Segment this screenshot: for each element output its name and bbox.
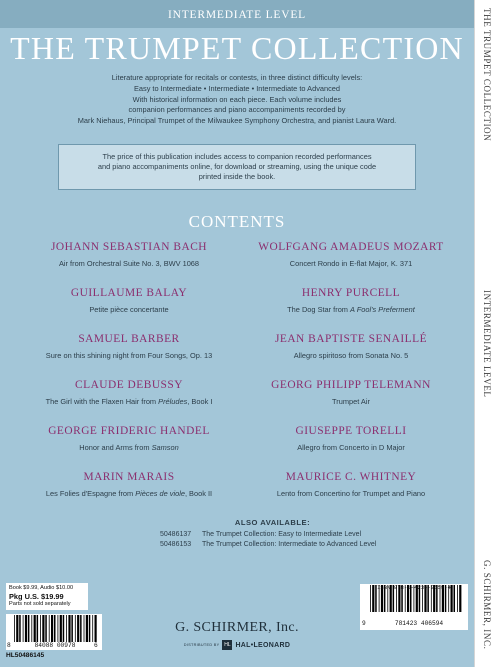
contents-entry [236, 286, 466, 332]
price-note: Parts not sold separately [9, 601, 71, 607]
contents-entry [14, 286, 244, 332]
item-title: The Trumpet Collection: Easy to Intermediate Level [202, 531, 362, 538]
distributor [0, 640, 474, 650]
composer-name: MAURICE C. WHITNEY [285, 471, 417, 483]
isbn-label: ISBN 978-1-4234-0659-4 [377, 584, 451, 591]
intro-text [60, 73, 414, 127]
also-available-item [160, 530, 420, 540]
contents-entry [14, 240, 244, 286]
contents-entry [14, 332, 244, 378]
collection-title: THE TRUMPET COLLECTION [10, 30, 464, 66]
package-price: Pkg U.S. $19.99 [9, 592, 64, 601]
intro-line: companion performances and piano accompaniments recorded by [128, 105, 346, 115]
product-code: HL50486145 [6, 652, 45, 659]
intro-line: Easy to Intermediate • Intermediate • Intermediate to Advanced [133, 83, 341, 93]
upc-right-digit: 6 [94, 642, 98, 649]
contents-entry [236, 240, 466, 286]
composer-name: JEAN BAPTISTE SENAILLÉ [274, 333, 428, 345]
intro-line: With historical information on each piece. Each volume includes [132, 94, 342, 104]
item-title: The Trumpet Collection: Intermediate to Advanced Level [202, 541, 377, 548]
also-available [160, 518, 420, 550]
upc-left-digit: 8 [7, 642, 11, 649]
notice-line: printed inside the book. [198, 172, 276, 181]
composer-name: CLAUDE DEBUSSY [75, 379, 183, 391]
notice-line: The price of this publication includes access to companion recorded performances [102, 152, 372, 161]
piece-title: Lento from Concertino for Trumpet and Piano [276, 489, 426, 498]
also-available-item [160, 540, 420, 550]
spine-level: INTERMEDIATE LEVEL [482, 290, 492, 398]
level-banner [0, 0, 474, 28]
piece-title: Sure on this shining night from Four Songs, Op. 13 [45, 351, 213, 360]
publisher-name: G. SCHIRMER, Inc. [175, 620, 299, 635]
composer-name: GIUSEPPE TORELLI [295, 425, 407, 437]
piece-title: Allegro spiritoso from Sonata No. 5 [293, 351, 409, 360]
contents-entry [14, 378, 244, 424]
contents-column-left [14, 240, 244, 516]
contents-entry [236, 424, 466, 470]
distributed-by-label: DISTRIBUTED BY [183, 643, 220, 647]
intro-line: Literature appropriate for recitals or contests, in three distinct difficulty levels: [111, 73, 363, 82]
online-audio-notice [58, 144, 416, 190]
contents-entry [236, 378, 466, 424]
composer-name: HENRY PURCELL [301, 287, 401, 299]
piece-title: Les Folies d'Espagne from Pièces de viole, Book II [45, 489, 213, 498]
isbn-digits: 781423 406594 [394, 620, 444, 627]
also-available-heading: ALSO AVAILABLE: [234, 518, 311, 527]
composer-name: SAMUEL BARBER [78, 333, 180, 345]
piece-title: Honor and Arms from Samson [79, 443, 179, 452]
composer-name: MARIN MARAIS [83, 471, 175, 483]
level-label: INTERMEDIATE LEVEL [168, 9, 306, 21]
contents-entry [14, 424, 244, 470]
contents-entry [236, 470, 466, 516]
price-breakdown: Book $9.99, Audio $10.00 [9, 585, 74, 591]
isbn-left-digit: 9 [362, 620, 366, 627]
composer-name: GEORG PHILIPP TELEMANN [271, 379, 431, 391]
hal-leonard-logo-icon: HL [224, 642, 231, 648]
piece-title: Air from Orchestral Suite No. 3, BWV 1068 [58, 259, 200, 268]
item-code: 50486137 [160, 531, 192, 538]
spine-title: THE TRUMPET COLLECTION [482, 8, 492, 142]
piece-title: The Dog Star from A Fool's Preferment [287, 305, 415, 314]
contents-heading: CONTENTS [188, 212, 286, 231]
composer-name: GUILLAUME BALAY [70, 287, 188, 299]
notice-line: and piano accompaniments online, for download or streaming, using the unique code [97, 162, 377, 171]
piece-title: Concert Rondo in E-flat Major, K. 371 [289, 259, 413, 268]
intro-line: Mark Niehaus, Principal Trumpet of the Milwaukee Symphony Orchestra, and pianist Laura Ward. [77, 116, 397, 126]
spine-publisher: G. SCHIRMER, INC. [482, 560, 492, 650]
piece-title: The Girl with the Flaxen Hair from Préludes, Book I [45, 397, 213, 406]
contents-entry [236, 332, 466, 378]
contents-column-right [236, 240, 466, 516]
distributor-name: HAL•LEONARD [235, 641, 291, 649]
composer-name: WOLFGANG AMADEUS MOZART [258, 241, 444, 253]
composer-name: JOHANN SEBASTIAN BACH [50, 241, 208, 253]
piece-title: Trumpet Air [332, 397, 370, 406]
upc-digits: 84088 00978 [34, 642, 76, 649]
piece-title: Allegro from Concerto in D Major [297, 443, 405, 452]
piece-title: Petite pièce concertante [89, 305, 169, 314]
book-spine [474, 0, 500, 667]
contents-entry [14, 470, 244, 516]
price-label [6, 583, 88, 610]
composer-name: GEORGE FRIDERIC HANDEL [48, 425, 210, 437]
item-code: 50486153 [160, 541, 192, 548]
